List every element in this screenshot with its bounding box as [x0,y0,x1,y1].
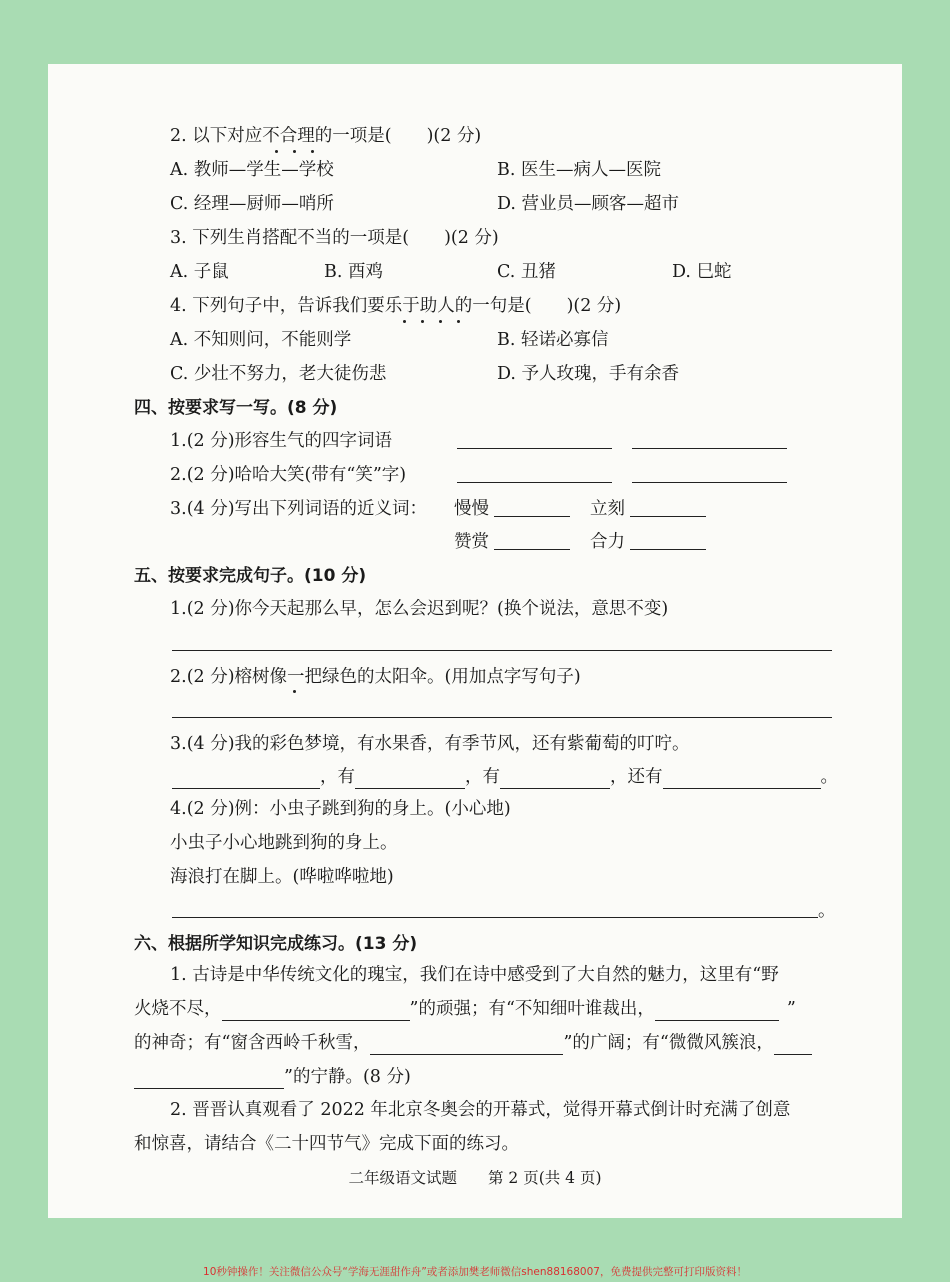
section-4-title: 四、按要求写一写。(8 分) [134,398,338,418]
q3-option-a: A. 子鼠 [170,262,229,282]
answer-blank[interactable] [494,516,570,517]
poem-text: ”的顽强；有“不知细叶谁裁出， [409,999,655,1019]
s6-para-line-5: 2. 晋晋认真观看了 2022 年北京冬奥会的开幕式，觉得开幕式倒计时充满了创意 [170,1100,791,1120]
page-footer: 二年级语文试题 第 2 页(共 4 页) [348,1169,602,1187]
q3-stem: 3. 下列生肖搭配不当的一项是( )(2 分) [170,228,499,248]
q4-option-c: C. 少壮不努力，老大徒伤悲 [170,364,387,384]
s6-para-line-1: 1. 古诗是中华传统文化的瑰宝，我们在诗中感受到了大自然的魅力，这里有“野 [170,965,779,985]
s6-para-line-6: 和惊喜，请结合《二十四节气》完成下面的练习。 [134,1134,519,1154]
s6-para-line-4 [134,1065,411,1089]
s5-example: 小虫子小心地跳到狗的身上。 [170,833,398,853]
q3-option-b: B. 酉鸡 [324,262,383,282]
section-6-title: 六、根据所学知识完成练习。(13 分) [134,934,418,954]
answer-blank[interactable] [500,770,610,789]
emphasis-dot [293,150,296,153]
s5-item-2: 2.(2 分)榕树像一把绿色的太阳伞。(用加点字写句子) [170,667,581,687]
answer-blank[interactable] [655,1002,779,1021]
answer-line[interactable] [172,717,832,718]
s4-item-3: 3.(4 分)写出下列词语的近义词： [170,499,428,519]
emphasis-dot [311,150,314,153]
q2-option-d: D. 营业员—顾客—超市 [497,194,680,214]
q2-option-b: B. 医生—病人—医院 [497,160,661,180]
answer-blank[interactable] [632,448,787,449]
emphasis-dot [275,150,278,153]
answer-blank[interactable] [632,482,787,483]
emphasis-dot [403,320,406,323]
answer-blank[interactable] [630,516,706,517]
poem-text: ”的广阔；有“微微风簇浪， [563,1033,774,1053]
sentence-end: 。 [818,901,836,921]
answer-blank[interactable] [222,1002,410,1021]
answer-line[interactable] [172,917,818,918]
q4-option-d: D. 予人玫瑰，手有余香 [497,364,680,384]
poem-text: ”的宁静。(8 分) [284,1067,411,1087]
q2-stem: 2. 以下对应不合理的一项是( )(2 分) [170,126,482,146]
answer-blank[interactable] [494,549,570,550]
emphasis-dot [439,320,442,323]
answer-blank[interactable] [774,1036,812,1055]
answer-blank[interactable] [457,448,612,449]
close-quote: ” [786,999,796,1019]
q3-option-c: C. 丑猪 [497,262,556,282]
q4-option-a: A. 不知则问，不能则学 [170,330,352,350]
connector-you: ，有 [320,767,355,787]
connector-haiyou: ，还有 [610,767,663,787]
s5-question: 海浪打在脚上。(哗啦哗啦地) [170,867,394,887]
s5-item-3: 3.(4 分)我的彩色梦境，有水果香，有季节风，还有紫葡萄的叮咛。 [170,734,690,754]
s6-para-line-3 [134,1031,812,1055]
connector-you: ，有 [465,767,500,787]
answer-blank[interactable] [457,482,612,483]
answer-blank[interactable] [172,770,320,789]
answer-blank[interactable] [663,770,821,789]
q2-option-c: C. 经理—厨师—哨所 [170,194,334,214]
q2-option-a: A. 教师—学生—学校 [170,160,334,180]
s6-para-line-2 [134,997,796,1021]
poem-prefix: 火烧不尽， [134,999,222,1019]
answer-blank[interactable] [370,1036,563,1055]
answer-blank[interactable] [630,549,706,550]
section-5-title: 五、按要求完成句子。(10 分) [134,566,367,586]
synonym-word-2: 立刻 [590,499,625,519]
s4-item-2: 2.(2 分)哈哈大笑(带有“笑”字) [170,465,407,485]
answer-blank[interactable] [134,1070,284,1089]
q4-option-b: B. 轻诺必寡信 [497,330,609,350]
synonym-word-3: 赞赏 [454,532,489,552]
answer-blank[interactable] [355,770,465,789]
q4-stem: 4. 下列句子中，告诉我们要乐于助人的一句是( )(2 分) [170,296,622,316]
fill-in-sentence [172,765,838,789]
s5-item-1: 1.(2 分)你今天起那么早，怎么会迟到呢？(换个说法，意思不变) [170,599,669,619]
synonym-word-1: 慢慢 [454,499,489,519]
synonym-word-4: 合力 [590,532,625,552]
promo-banner: 10秒钟操作！关注微信公众号“学海无涯甜作舟”或者添加樊老师微信shen88168007，免费提供完整可打印版资料！ [203,1266,747,1278]
poem-text: 的神奇；有“窗含西岭千秋雪， [134,1033,371,1053]
q3-option-d: D. 巳蛇 [672,262,732,282]
sentence-end: 。 [820,767,838,787]
s4-item-1: 1.(2 分)形容生气的四字词语 [170,431,393,451]
emphasis-dot [293,690,296,693]
s5-item-4: 4.(2 分)例：小虫子跳到狗的身上。(小心地) [170,799,511,819]
emphasis-dot [457,320,460,323]
answer-line[interactable] [172,650,832,651]
emphasis-dot [421,320,424,323]
